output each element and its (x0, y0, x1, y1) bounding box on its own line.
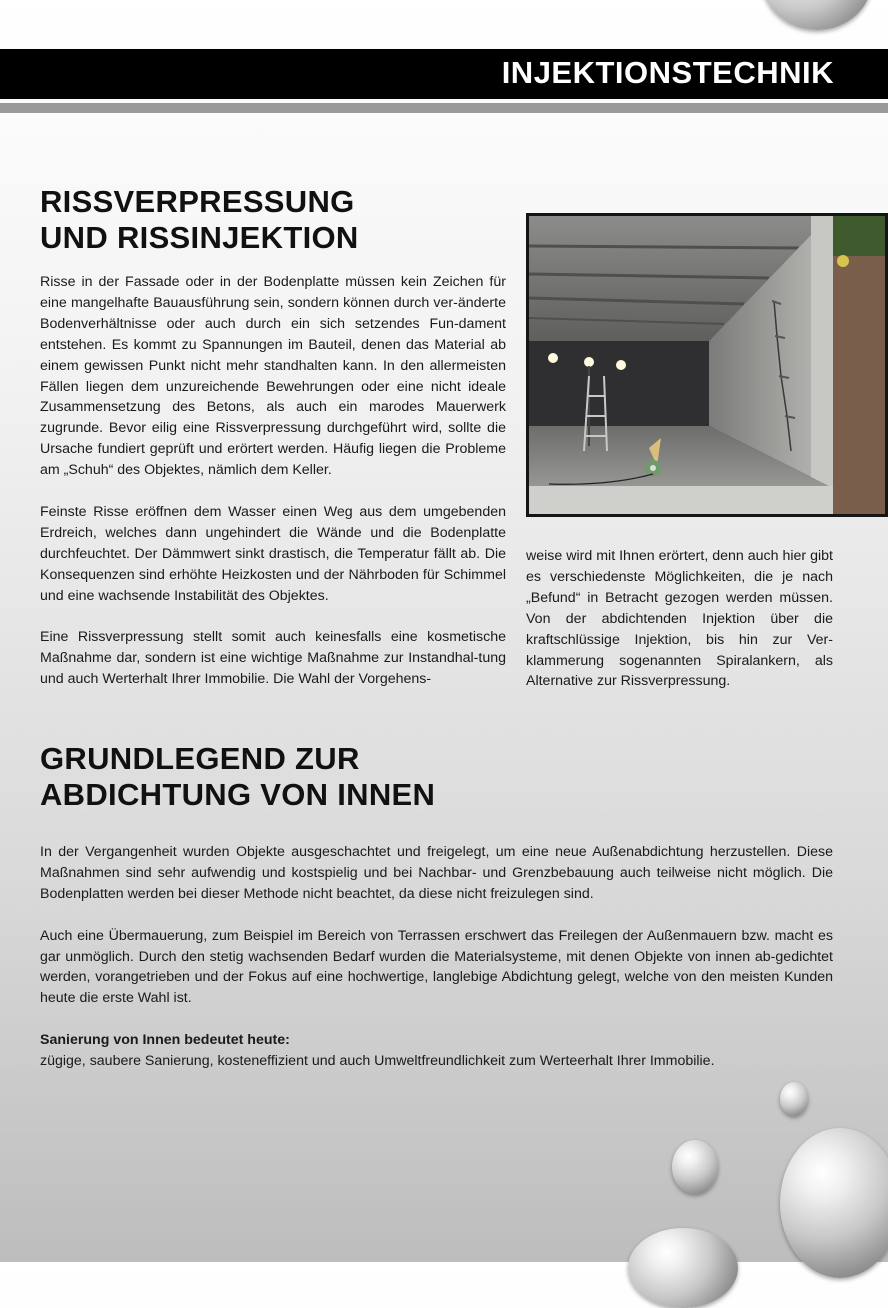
section2-paragraph-1: In der Vergangenheit wurden Objekte ausgeschachtet und freigelegt, um eine neue Außenabdichtung herzustellen. Diese Maßnahmen sind sehr aufwendig und kostspielig und bei Nachbar- und Grenzbebauung auch teilweise nicht möglich. Die Bodenplatten werden bei dieser Methode nicht beachtet, da diese nicht freizulegen sind. (40, 844, 833, 902)
section1-heading (40, 184, 359, 256)
section1-paragraph-1: Risse in der Fassade oder in der Bodenplatte müssen kein Zeichen für eine mangelhafte Bauausführung sein, sondern können durch ver-änderte Bodenverhältnisse oder auch durch ein sich setzendes Fun-dament entstehen. Es kommt zu Spannungen im Bauteil, denen das Material ab einem gewissen Punkt nicht mehr standhalten kann. In den allermeisten Fällen liegen dem unzureichende Bewehrungen oder eine nicht ideale Zusammensetzung des Betons, als auch ein marodes Mauerwerk zugrunde. Bevor eilig eine Rissverpressung durchgeführt wird, sollte die Ursache fundiert geprüft und erörtert werden. Häufig liegen die Probleme am „Schuh“ des Objektes, nämlich dem Keller. (40, 274, 506, 479)
page-title: INJEKTIONSTECHNIK (501, 55, 834, 90)
section2-bold-label: Sanierung von Innen bedeutet heute: (40, 1032, 290, 1049)
section1-heading-line2: UND RISSINJEKTION (40, 220, 359, 255)
basement-photo-illustration (529, 216, 885, 514)
section1-left-column (40, 272, 506, 690)
section2-body (40, 842, 833, 1072)
water-drop-decoration (628, 1228, 738, 1308)
section1-paragraph-3-continuation: weise wird mit Ihnen erörtert, denn auch hier gibt es verschiedenste Möglichkeiten, die je nach „Befund“ in Betracht gezogen werden müssen. Von der abdichtenden Injektion über die kraftschlüssige Injektion, bis hin zur Ver-klammerung sogenannten Spiralankern, als Alternative zur Rissverpressung. (526, 548, 833, 690)
header-bar (0, 49, 888, 99)
section1-paragraph-2: Feinste Risse eröffnen dem Wasser einen Weg aus dem umgebenden Erdreich, welches dann ungehindert die Wände und die Bodenplatte durchfeuchtet. Der Dämmwert sinkt drastisch, die Temperatur fällt ab. Die Konsequenzen sind erhöhte Heizkosten und der Nährboden für Schimmel und eine wachsende Instabilität des Objektes. (40, 503, 506, 604)
water-drop-decoration (672, 1140, 718, 1194)
water-drop-decoration (780, 1128, 888, 1278)
water-drop-decoration (780, 1082, 808, 1116)
section1-paragraph-3: Eine Rissverpressung stellt somit auch keinesfalls eine kosmetische Maßnahme dar, sondern ist eine wichtige Maßnahme zur Instandhal-tung und auch Werterhalt Ihrer Immobilie. Die Wahl der Vorgehens- (40, 629, 506, 688)
water-drop-decoration (762, 0, 872, 30)
basement-injection-photo (526, 213, 888, 517)
header-divider (0, 103, 888, 113)
section1-heading-line1: RISSVERPRESSUNG (40, 184, 355, 219)
section2-heading (40, 741, 435, 813)
section2-paragraph-2: Auch eine Übermauerung, zum Beispiel im Bereich von Terrassen erschwert das Freilegen der Außenmauern bzw. macht es gar unmöglich. Durch den stetig wachsenden Bedarf wurden die Materialsysteme, mit denen Objekte von innen ab-gedichtet werden, vorangetrieben und der Fokus auf eine hochwertige, langlebige Abdichtung gelegt, welche von den meisten Kunden heute die erste Wahl ist. (40, 927, 833, 1007)
section2-heading-line1: GRUNDLEGEND ZUR (40, 741, 360, 776)
section2-heading-line2: ABDICHTUNG VON INNEN (40, 777, 436, 812)
section2-final-line: zügige, saubere Sanierung, kosteneffizient und auch Umweltfreundlichkeit zum Werteerhalt Ihrer Immobilie. (40, 1053, 715, 1070)
section1-right-column (526, 546, 833, 692)
